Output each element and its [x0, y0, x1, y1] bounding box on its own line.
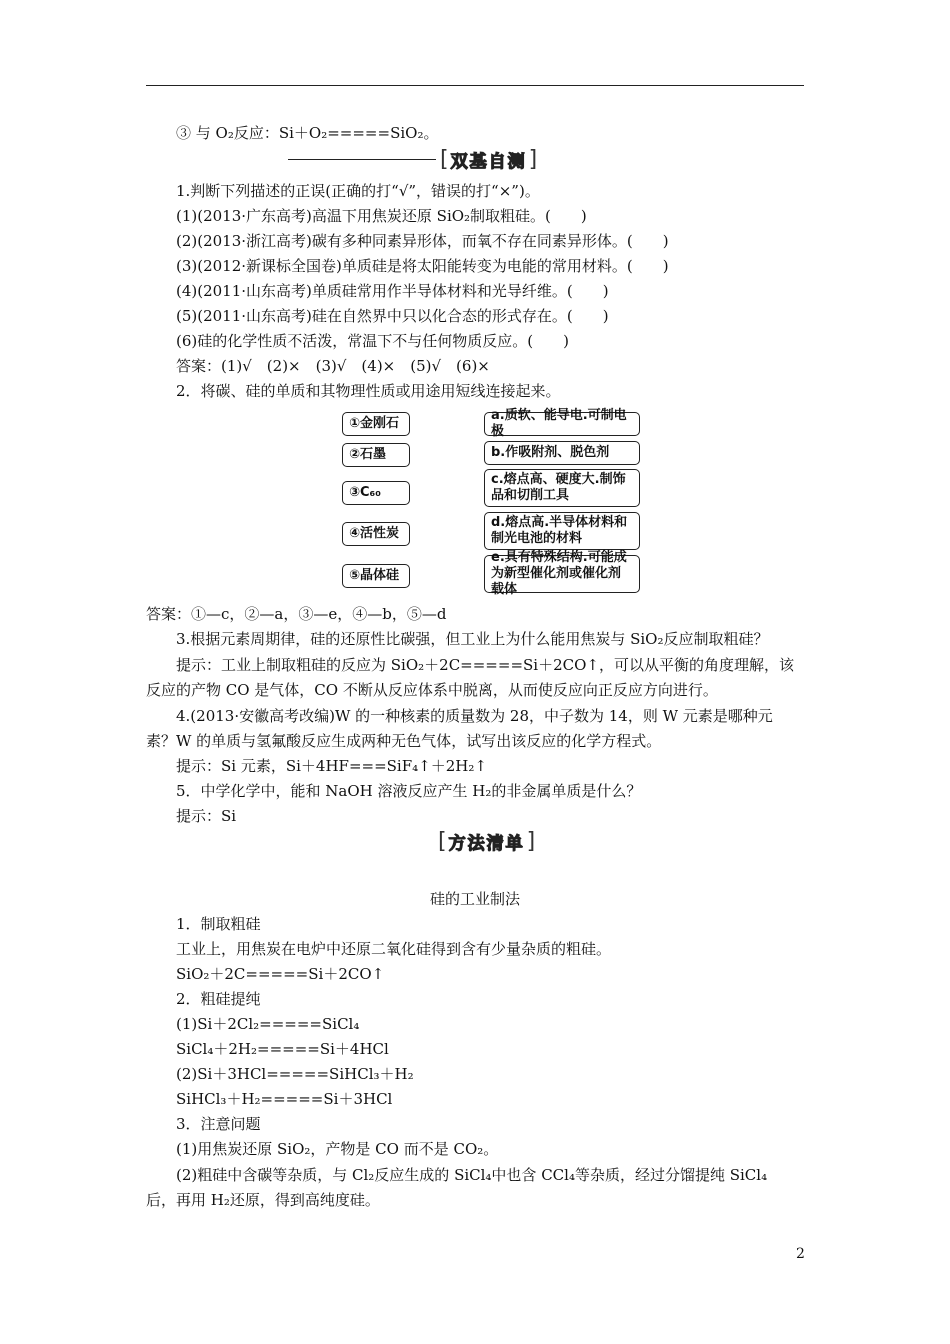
- q1-item: (3)(2012·新课标全国卷)单质硅是将太阳能转变为电能的常用材料。( ): [176, 257, 669, 275]
- method-equation: SiO₂＋2C=====Si＋2CO↑: [176, 965, 385, 983]
- left-box-crystalline-silicon: ⑤晶体硅: [342, 564, 410, 588]
- method-text: (1)用焦炭还原 SiO₂，产物是 CO 而不是 CO₂。: [176, 1140, 499, 1158]
- equation-si-o2: ③ 与 O₂反应：Si＋O₂=====SiO₂。: [176, 124, 439, 142]
- page-number: 2: [796, 1246, 805, 1262]
- right-box-e: e.具有特殊结构.可能成为新型催化剂或催化剂载体: [484, 555, 640, 593]
- section-title: 双基自测: [450, 152, 527, 172]
- right-box-a: a.质软、能导电.可制电极: [484, 412, 640, 436]
- method-heading: 1．制取粗硅: [176, 915, 261, 933]
- method-heading: 3．注意问题: [176, 1115, 261, 1133]
- q3-hint-cont: 反应的产物 CO 是气体，CO 不断从反应体系中脱离，从而使反应向正反应方向进行。: [146, 681, 718, 699]
- section-banner-self-test: [ 双基自测 ]: [288, 147, 537, 172]
- q3-hint: 提示：工业上制取粗硅的反应为 SiO₂＋2C=====Si＋2CO↑，可以从平衡的角度理解，该: [176, 656, 794, 674]
- q1-item: (5)(2011·山东高考)硅在自然界中只以化合态的形式存在。( ): [176, 307, 609, 325]
- banner-rule: [288, 159, 436, 160]
- section-banner-methods: [ 方法清单 ]: [438, 829, 536, 854]
- q1-item: (2)(2013·浙江高考)碳有多种同素异形体，而氧不存在同素异形体。( ): [176, 232, 669, 250]
- method-text-cont: 后，再用 H₂还原，得到高纯度硅。: [146, 1191, 380, 1209]
- q1-item: (6)硅的化学性质不活泼，常温下不与任何物质反应。( ): [176, 332, 569, 350]
- q1-stem: 1.判断下列描述的正误(正确的打“√”，错误的打“×”)。: [176, 182, 540, 200]
- right-box-b: b.作吸附剂、脱色剂: [484, 441, 640, 465]
- q4-stem: 4.(2013·安徽高考改编)W 的一种核素的质量数为 28，中子数为 14，则 W 元素是哪种元: [176, 707, 773, 725]
- method-equation: SiCl₄＋2H₂=====Si＋4HCl: [176, 1040, 389, 1058]
- method-text: 工业上，用焦炭在电炉中还原二氧化硅得到含有少量杂质的粗硅。: [176, 940, 612, 958]
- q4-hint: 提示：Si 元素，Si＋4HF===SiF₄↑＋2H₂↑: [176, 757, 487, 775]
- q1-item: (4)(2011·山东高考)单质硅常用作半导体材料和光导纤维。( ): [176, 282, 609, 300]
- q4-stem-cont: 素？W 的单质与氢氟酸反应生成两种无色气体，试写出该反应的化学方程式。: [146, 732, 662, 750]
- q5-stem: 5．中学化学中，能和 NaOH 溶液反应产生 H₂的非金属单质是什么？: [176, 782, 642, 800]
- method-equation: (1)Si＋2Cl₂=====SiCl₄: [176, 1015, 360, 1033]
- q2-stem: 2．将碳、硅的单质和其物理性质或用途用短线连接起来。: [176, 382, 561, 400]
- q1-answer: 答案：(1)√ (2)× (3)√ (4)× (5)√ (6)×: [176, 357, 490, 375]
- q2-answer: 答案：①—c，②—a，③—e，④—b，⑤—d: [146, 605, 447, 623]
- method-equation: (2)Si＋3HCl=====SiHCl₃＋H₂: [176, 1065, 414, 1083]
- left-box-diamond: ①金刚石: [342, 412, 410, 436]
- left-box-graphite: ②石墨: [342, 443, 410, 467]
- method-text: (2)粗硅中含碳等杂质，与 Cl₂反应生成的 SiCl₄中也含 CCl₄等杂质，经过分馏提纯 SiCl₄: [176, 1166, 768, 1184]
- method-equation: SiHCl₃＋H₂=====Si＋3HCl: [176, 1090, 393, 1108]
- left-box-activated-carbon: ④活性炭: [342, 522, 410, 546]
- header-rule: [146, 85, 804, 86]
- right-box-c: c.熔点高、硬度大.制饰品和切削工具: [484, 469, 640, 507]
- section-title: 方法清单: [448, 834, 525, 854]
- left-box-c60: ③C₆₀: [342, 481, 410, 505]
- q5-hint: 提示：Si: [176, 807, 237, 825]
- q3-stem: 3.根据元素周期律，硅的还原性比碳强，但工业上为什么能用焦炭与 SiO₂反应制取粗硅？: [176, 630, 769, 648]
- method-title: 硅的工业制法: [429, 890, 520, 908]
- method-heading: 2．粗硅提纯: [176, 990, 261, 1008]
- right-box-d: d.熔点高.半导体材料和制光电池的材料: [484, 512, 640, 550]
- q1-item: (1)(2013·广东高考)高温下用焦炭还原 SiO₂制取粗硅。( ): [176, 207, 587, 225]
